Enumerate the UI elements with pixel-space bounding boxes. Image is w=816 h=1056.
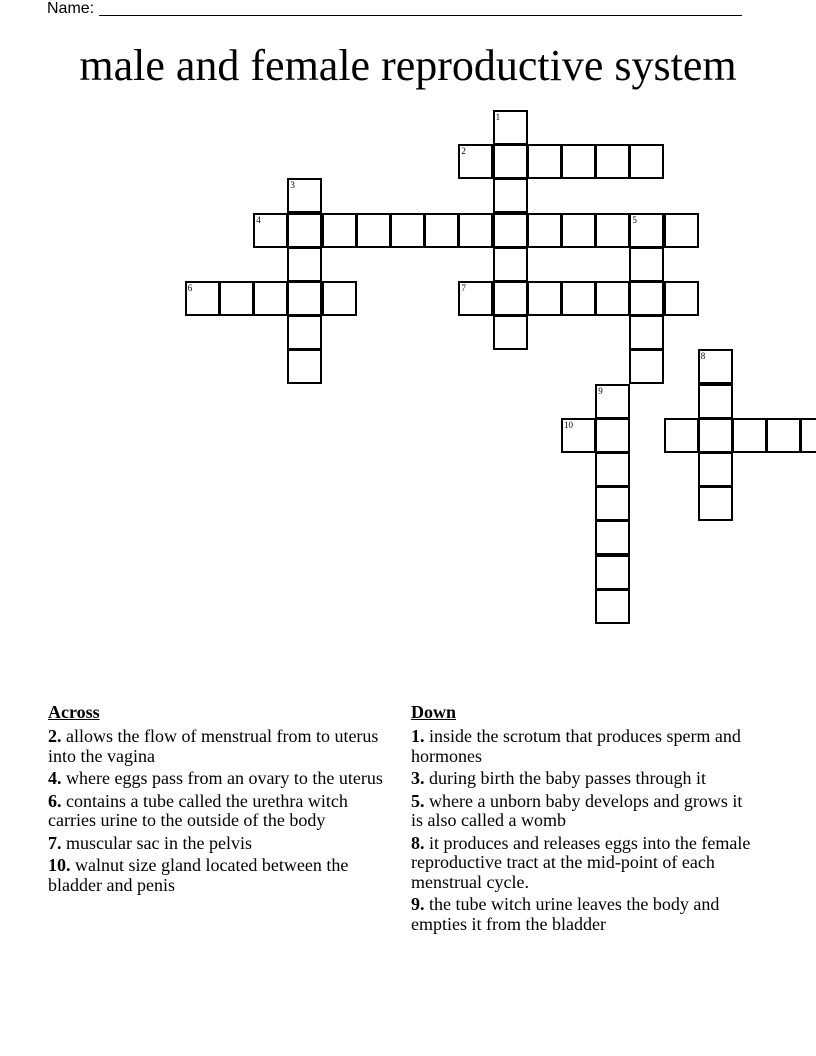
cell-number: 7 [461, 283, 466, 293]
crossword-cell[interactable] [561, 213, 596, 248]
clue-text: where eggs pass from an ovary to the uterus [66, 768, 383, 788]
cell-number: 2 [461, 146, 466, 157]
across-heading: Across [48, 702, 100, 722]
clue-text: during birth the baby passes through it [429, 768, 706, 788]
clue-number: 8. [411, 832, 425, 853]
crossword-cell[interactable] [527, 144, 562, 179]
cell-number: 10 [564, 419, 573, 430]
crossword-cell[interactable] [800, 418, 816, 453]
crossword-cell[interactable] [698, 452, 733, 487]
cell-number: 8 [700, 351, 706, 362]
clue-number: 9. [411, 894, 425, 914]
clue-across-2 [48, 727, 393, 766]
crossword-cell[interactable] [458, 281, 493, 316]
crossword-cell[interactable] [595, 452, 630, 487]
crossword-cell[interactable] [527, 281, 562, 316]
clue-number: 2. [48, 726, 62, 746]
clue-number: 7. [48, 832, 62, 853]
cell-number: 6 [187, 283, 193, 293]
clue-number: 5. [411, 790, 425, 811]
crossword-cell[interactable] [561, 281, 596, 316]
crossword-cell[interactable] [253, 213, 288, 248]
clue-down-9 [411, 895, 756, 934]
crossword-cell[interactable] [287, 315, 322, 350]
clue-text: the tube witch urine leaves the body and empties it from the bladder [411, 894, 720, 934]
clue-text: contains a tube called the urethra witch carries urine to the outside of the body [48, 790, 348, 830]
crossword-cell[interactable] [287, 281, 322, 316]
crossword-cell[interactable] [595, 384, 630, 419]
clue-across-10 [48, 856, 393, 895]
crossword-cell[interactable] [287, 349, 322, 384]
crossword-cell[interactable] [766, 418, 801, 453]
crossword-cell[interactable] [629, 349, 664, 384]
across-clues [48, 701, 393, 898]
crossword-cell[interactable] [356, 213, 391, 248]
crossword-cell[interactable] [493, 247, 528, 282]
clue-across-7 [48, 834, 393, 854]
crossword-cell[interactable] [629, 281, 664, 316]
name-label: Name: [47, 0, 95, 17]
crossword-cell[interactable] [493, 281, 528, 316]
clue-down-8 [411, 834, 756, 893]
crossword-cell[interactable] [458, 213, 493, 248]
clue-number: 4. [48, 768, 62, 788]
crossword-cell[interactable] [219, 281, 254, 316]
crossword-cell[interactable] [698, 384, 733, 419]
crossword-cell[interactable] [287, 178, 322, 213]
crossword-cell[interactable] [664, 418, 699, 453]
crossword-cell[interactable] [595, 555, 630, 590]
cell-number: 9 [598, 385, 603, 396]
crossword-cell[interactable] [493, 144, 528, 179]
crossword-cell[interactable] [664, 213, 699, 248]
clue-number: 6. [48, 790, 62, 811]
clue-number: 3. [411, 768, 425, 788]
cell-number: 3 [290, 180, 295, 191]
clue-number: 10. [48, 855, 71, 875]
crossword-cell[interactable] [527, 213, 562, 248]
clue-down-5 [411, 792, 756, 831]
crossword-cell[interactable] [458, 144, 493, 179]
crossword-cell[interactable] [664, 281, 699, 316]
crossword-cell[interactable] [493, 178, 528, 213]
clue-down-3 [411, 769, 756, 789]
down-heading: Down [411, 702, 457, 722]
crossword-cell[interactable] [595, 520, 630, 555]
crossword-cell[interactable] [698, 486, 733, 521]
crossword-cell[interactable] [253, 281, 288, 316]
crossword-cell[interactable] [629, 213, 664, 248]
clue-text: muscular sac in the pelvis [66, 832, 252, 853]
crossword-cell[interactable] [287, 247, 322, 282]
cell-number: 1 [495, 112, 501, 122]
clue-text: allows the flow of menstrual from to uterus into the vagina [48, 726, 379, 766]
crossword-cell[interactable] [595, 589, 630, 624]
crossword-cell[interactable] [493, 110, 528, 145]
crossword-cell[interactable] [424, 213, 459, 248]
crossword-cell[interactable] [629, 315, 664, 350]
clue-number: 1. [411, 726, 425, 746]
crossword-cell[interactable] [595, 144, 630, 179]
crossword-cell[interactable] [629, 247, 664, 282]
down-clues [411, 701, 756, 937]
crossword-cell[interactable] [493, 213, 528, 248]
clue-text: inside the scrotum that produces sperm and hormones [411, 726, 741, 766]
cell-number: 5 [632, 214, 637, 225]
crossword-cell[interactable] [732, 418, 767, 453]
crossword-cell[interactable] [698, 349, 733, 384]
cell-number: 4 [256, 214, 261, 225]
crossword-cell[interactable] [595, 213, 630, 248]
clue-text: where a unborn baby develops and grows it is also called a womb [411, 790, 743, 830]
clue-text: walnut size gland located between the bladder and penis [48, 855, 349, 895]
clue-down-1 [411, 727, 756, 766]
crossword-cell[interactable] [561, 144, 596, 179]
crossword-cell[interactable] [390, 213, 425, 248]
crossword-cell[interactable] [185, 281, 220, 316]
crossword-cell[interactable] [561, 418, 596, 453]
page-title: male and female reproductive system [79, 41, 737, 90]
clue-across-6 [48, 792, 393, 831]
crossword-cell[interactable] [595, 418, 630, 453]
crossword-cell[interactable] [629, 144, 664, 179]
crossword-cell[interactable] [493, 315, 528, 350]
clue-across-4 [48, 769, 393, 789]
crossword-cell[interactable] [595, 281, 630, 316]
crossword-cell[interactable] [595, 486, 630, 521]
crossword-cell[interactable] [322, 281, 357, 316]
crossword-cell[interactable] [287, 213, 322, 248]
crossword-cell[interactable] [322, 213, 357, 248]
clue-text: it produces and releases eggs into the female reproductive tract at the mid-point of each menstrual cycle. [411, 832, 751, 892]
crossword-cell[interactable] [698, 418, 733, 453]
